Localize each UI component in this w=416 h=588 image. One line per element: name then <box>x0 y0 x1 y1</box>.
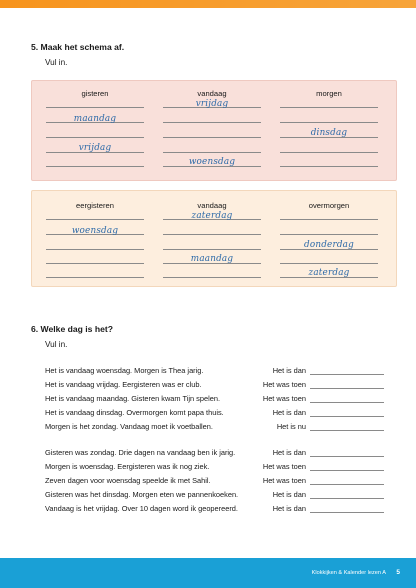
answer-line[interactable] <box>310 416 384 417</box>
question-sentence: Gisteren was het dinsdag. Morgen eten we pannenkoeken. <box>45 490 239 499</box>
answer-line[interactable] <box>310 498 384 499</box>
question-sentence: Morgen is het zondag. Vandaag moet ik voetballen. <box>45 422 213 431</box>
answer-line[interactable] <box>163 122 261 123</box>
answer-line[interactable] <box>280 166 378 167</box>
top-accent-bar <box>0 0 416 8</box>
exercise-5-title: 5. Maak het schema af. <box>31 42 125 52</box>
handwritten-answer: zaterdag <box>308 268 350 278</box>
answer-line[interactable] <box>280 263 378 264</box>
answer-line[interactable] <box>46 107 144 108</box>
answer-line[interactable] <box>310 430 384 431</box>
exercise-5-instruction: Vul in. <box>45 58 68 67</box>
answer-label: Het is dan <box>272 366 306 375</box>
question-sentence: Het is vandaag vrijdag. Eergisteren was er club. <box>45 380 202 389</box>
handwritten-answer: vrijdag <box>78 143 112 153</box>
exercise-6-instruction: Vul in. <box>45 340 68 349</box>
answer-line[interactable] <box>163 152 261 153</box>
handwritten-answer: woensdag <box>71 226 119 236</box>
answer-label: Het is nu <box>276 422 306 431</box>
answer-line[interactable] <box>163 137 261 138</box>
answer-label: Het is dan <box>272 408 306 417</box>
answer-label: Het was toen <box>262 394 306 403</box>
answer-line[interactable] <box>46 277 144 278</box>
answer-line[interactable] <box>46 166 144 167</box>
question-sentence: Vandaag is het vrijdag. Over 10 dagen word ik geopereerd. <box>45 504 238 513</box>
answer-line[interactable] <box>163 249 261 250</box>
header-morgen: morgen <box>316 89 342 98</box>
page-footer <box>0 558 416 588</box>
answer-line[interactable] <box>163 234 261 235</box>
schedule-table-1 <box>31 80 397 181</box>
answer-line[interactable] <box>46 219 144 220</box>
answer-line[interactable] <box>310 402 384 403</box>
answer-line[interactable] <box>310 470 384 471</box>
answer-line[interactable] <box>46 137 144 138</box>
answer-line[interactable] <box>163 277 261 278</box>
handwritten-answer: donderdag <box>304 240 354 250</box>
answer-line[interactable] <box>280 152 378 153</box>
question-sentence: Zeven dagen voor woensdag speelde ik met Sahil. <box>45 476 211 485</box>
header-vandaag: vandaag <box>197 89 227 98</box>
page-number: 5 <box>396 569 400 576</box>
header-overmorgen: overmorgen <box>308 201 350 210</box>
question-sentence: Het is vandaag maandag. Gisteren kwam Tijn spelen. <box>45 394 221 403</box>
header-gisteren: gisteren <box>81 89 109 98</box>
answer-line[interactable] <box>46 263 144 264</box>
answer-line[interactable] <box>310 456 384 457</box>
handwritten-answer: woensdag <box>188 157 236 167</box>
handwritten-answer: maandag <box>73 114 117 124</box>
answer-line[interactable] <box>310 512 384 513</box>
answer-label: Het was toen <box>262 476 306 485</box>
answer-label: Het is dan <box>272 490 306 499</box>
answer-line[interactable] <box>46 249 144 250</box>
answer-label: Het was toen <box>262 380 306 389</box>
answer-line[interactable] <box>280 234 378 235</box>
answer-line[interactable] <box>280 122 378 123</box>
answer-line[interactable] <box>280 107 378 108</box>
handwritten-answer: vrijdag <box>195 99 229 109</box>
answer-line[interactable] <box>310 374 384 375</box>
question-sentence: Morgen is woensdag. Eergisteren was ik nog ziek. <box>45 462 210 471</box>
exercise-6-title: 6. Welke dag is het? <box>31 324 113 334</box>
answer-label: Het is dan <box>272 504 306 513</box>
schedule-table-2 <box>31 190 397 287</box>
header-eergisteren: eergisteren <box>76 201 114 210</box>
book-title: Klokkijken & Kalender lezen A <box>311 570 386 576</box>
answer-label: Het was toen <box>262 462 306 471</box>
handwritten-answer: dinsdag <box>310 128 348 138</box>
header-vandaag: vandaag <box>197 201 227 210</box>
answer-label: Het is dan <box>272 448 306 457</box>
handwritten-answer: maandag <box>190 254 234 264</box>
answer-line[interactable] <box>280 219 378 220</box>
answer-line[interactable] <box>310 388 384 389</box>
handwritten-answer: zaterdag <box>191 211 233 221</box>
question-sentence: Het is vandaag woensdag. Morgen is Thea jarig. <box>45 366 204 375</box>
question-sentence: Gisteren was zondag. Drie dagen na vandaag ben ik jarig. <box>45 448 236 457</box>
answer-line[interactable] <box>310 484 384 485</box>
question-sentence: Het is vandaag dinsdag. Overmorgen komt papa thuis. <box>45 408 224 417</box>
